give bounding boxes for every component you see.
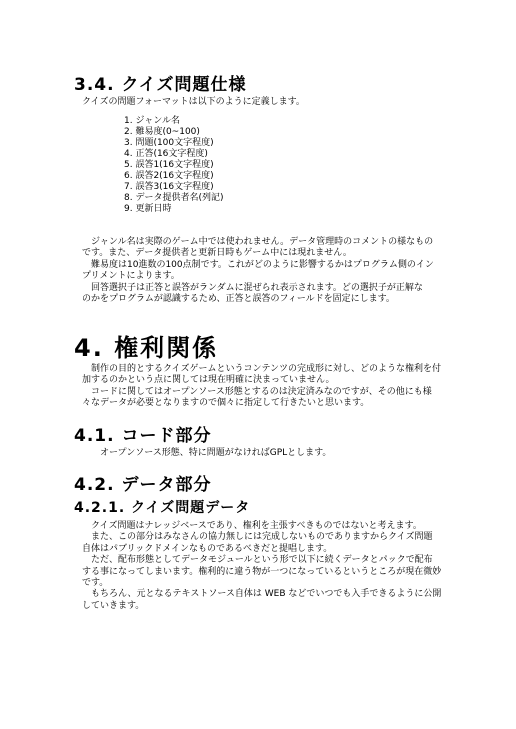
section-4-1-heading: 4.1. コード部分 — [74, 426, 212, 446]
section-3-4-body — [82, 237, 452, 305]
paragraph-line: 加するのかという点に関しては現在明確に決まっていません。 — [82, 375, 335, 386]
list-item: 7. 誤答3(16文字程度) — [124, 182, 214, 192]
list-item: 6. 誤答2(16文字程度) — [124, 171, 214, 181]
paragraph-line: クイズ問題はナレッジベースであり、権利を主張すべきものではないと考えます。 — [82, 521, 422, 531]
paragraph-line: また、この部分はみなさんの協力無しには完成しないものでありますからクイズ問題 — [82, 532, 433, 543]
section-4-2-1-heading: 4.2.1. クイズ問題データ — [74, 500, 251, 516]
list-item: 8. データ提供者名(列記) — [124, 193, 224, 203]
section-4-heading: 4. 権利関係 — [74, 334, 219, 362]
paragraph-line: 回答選択子は正答と誤答がランダムに混ぜられ表示されます。どの選択子が正解な — [82, 282, 423, 293]
list-item: 5. 誤答1(16文字程度) — [124, 160, 214, 170]
paragraph-line: プリメントによります。 — [82, 271, 180, 282]
section-4-2-heading: 4.2. データ部分 — [74, 475, 212, 495]
list-item: 2. 難易度(0~100) — [124, 127, 200, 137]
list-item: 9. 更新日時 — [124, 204, 172, 214]
paragraph-line: 制作の目的とするクイズゲームというコンテンツの完成形に対し、どのような権利を付 — [82, 364, 442, 374]
paragraph-line: もちろん、元となるテキストソース自体は WEB などでいつでも入手できるように公開 — [82, 589, 442, 600]
quiz-field-list — [124, 116, 223, 215]
paragraph-line: 々なデータが必要となりますので個々に指定して行きたいと思います。 — [82, 398, 370, 409]
section-3-4-heading: 3.4. クイズ問題仕様 — [74, 75, 247, 95]
paragraph-line: です。また、データ提供者と更新日時もゲーム中には現れません。 — [82, 248, 352, 259]
section-4-1-body: オープンソース形態、特に問題がなければGPLとします。 — [100, 448, 332, 458]
list-item: 4. 正答(16文字程度) — [124, 149, 208, 159]
list-item: 3. 問題(100文字程度) — [124, 138, 214, 148]
paragraph-line: です。 — [82, 578, 109, 589]
paragraph-line: のかをプログラムが認識するため、正答と誤答のフィールドを固定にします。 — [82, 294, 395, 305]
paragraph-line: していきます。 — [82, 600, 145, 611]
paragraph-line: 難易度は10進数の100点制です。これがどのように影響するかはプログラム側のイン — [82, 259, 434, 270]
paragraph-line: コードに関してはオープンソース形態とするのは決定済みなのですが、その他にも様 — [82, 386, 432, 397]
paragraph-line: ジャンル名は実際のゲーム中では使われません。データ管理時のコメントの様なもの — [82, 237, 434, 247]
paragraph-line: する事になってしまいます。権利的に違う物が一つになっているというところが現在微妙 — [82, 566, 442, 577]
section-4-body — [82, 364, 452, 410]
section-3-4-intro: クイズの問題フォーマットは以下のように定義します。 — [82, 97, 305, 107]
paragraph-line: 自体はパブリックドメインなものであるべきだと提唱します。 — [82, 543, 333, 554]
section-4-2-1-body — [82, 521, 452, 612]
list-item: 1. ジャンル名 — [124, 116, 181, 126]
paragraph-line: ただ、配布形態としてデータモジュールという形で以下に続くデータとパックで配布 — [82, 555, 433, 566]
